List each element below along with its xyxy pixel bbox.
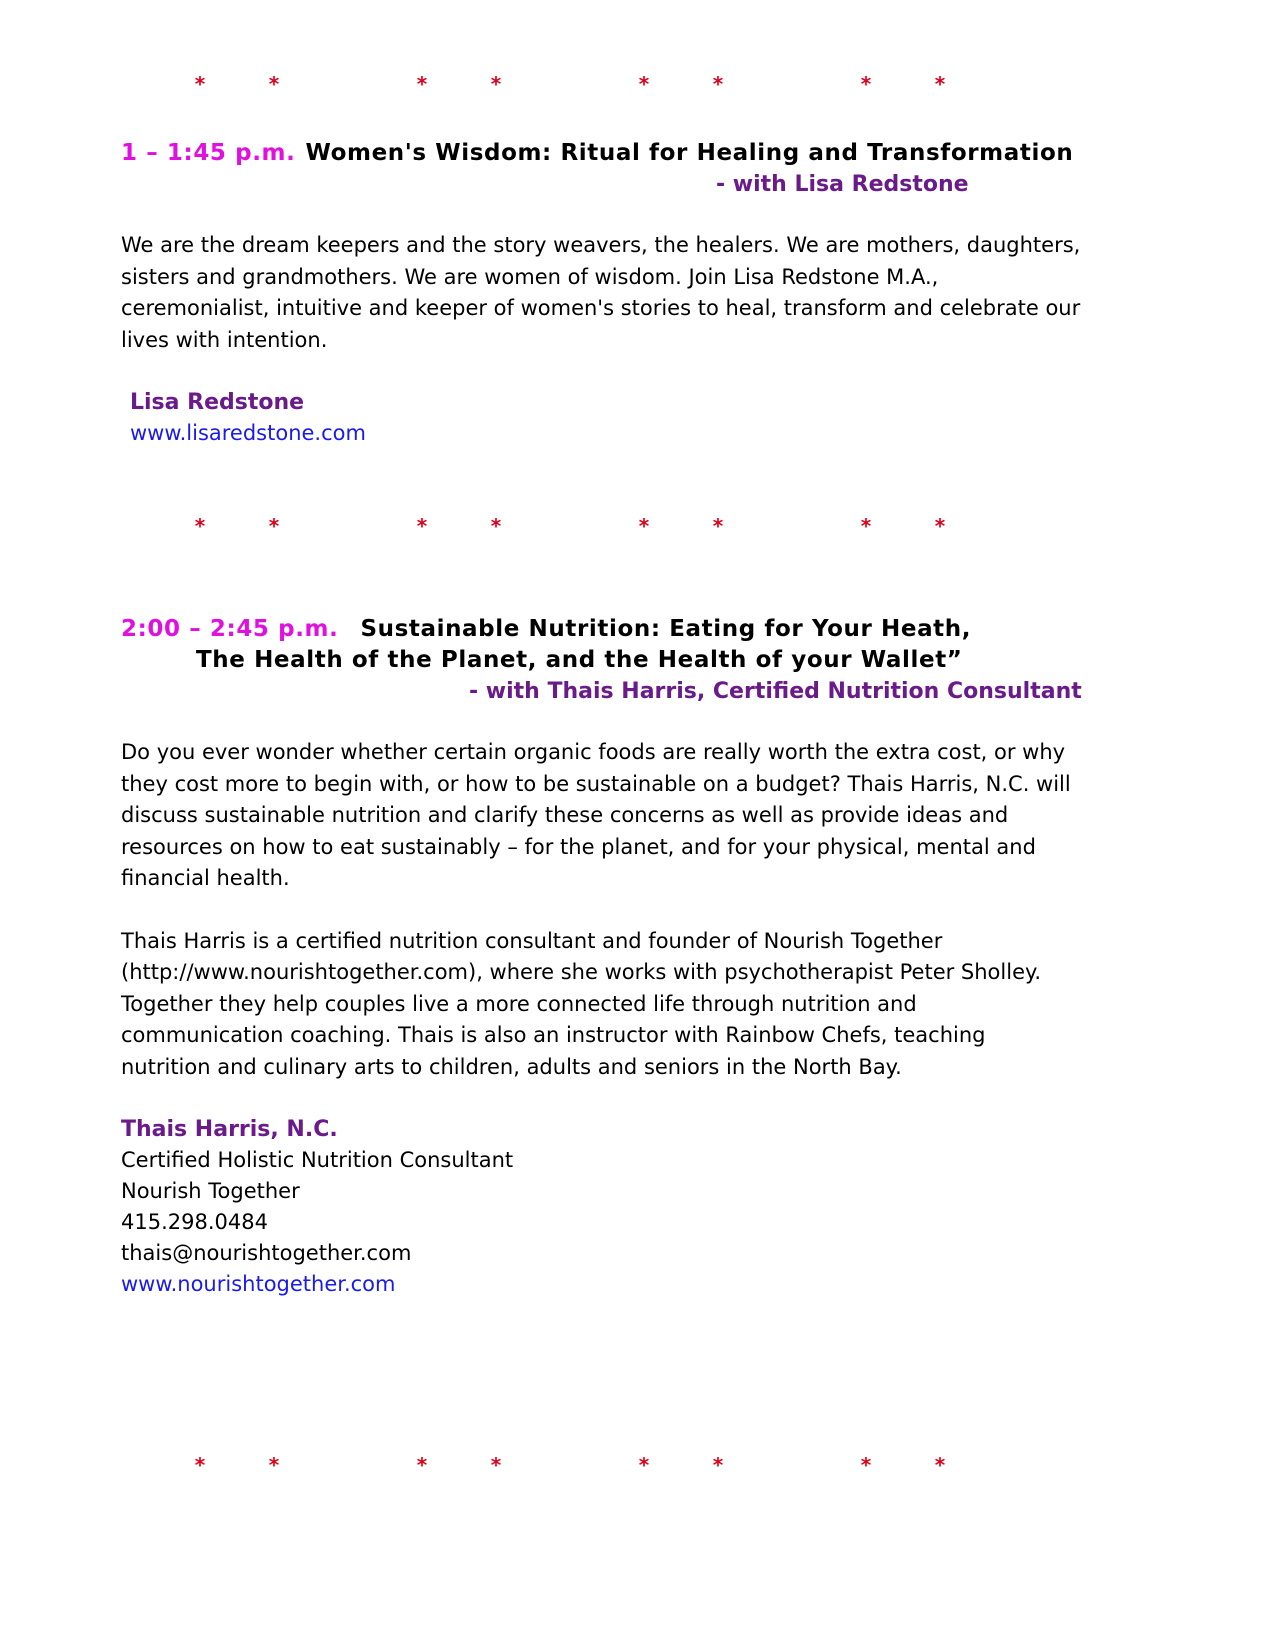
session-2-contact-org: Nourish Together <box>121 1179 300 1203</box>
divider-star: * <box>268 72 280 96</box>
divider-star: * <box>934 72 946 96</box>
divider-star: * <box>490 72 502 96</box>
divider-star: * <box>712 1453 724 1477</box>
session-2-title-line-1: Sustainable Nutrition: Eating for Your Heath, <box>360 616 972 642</box>
session-1-contact-name: Lisa Redstone <box>130 390 305 415</box>
session-1 <box>121 138 1081 449</box>
divider-star: * <box>860 72 872 96</box>
session-2-description-2: Thais Harris is a certified nutrition consultant and founder of Nourish Together (http://www.nourishtogether.com), where she works with psychotherapist Peter Sholley. Together they help couples live a more connected life through nutrition and communication coaching. Thais is also an instructor with Rainbow Chefs, teaching nutrition and culinary arts to children, adults and seniors in the North Bay. <box>121 928 1042 1079</box>
star-divider-middle <box>0 514 1275 538</box>
session-2-time: 2:00 – 2:45 p.m. <box>121 616 339 642</box>
session-2-description-1: Do you ever wonder whether certain organic foods are really worth the extra cost, or why they cost more to begin with, or how to be sustainable on a budget? Thais Harris, N.C. will discuss sustainable nutrition and clarify these concerns as well as provide ideas and resources on how to eat sustainably – for the planet, and for your physical, mental and financial health. <box>121 740 1071 890</box>
session-2-website-link[interactable]: www.nourishtogether.com <box>121 1272 396 1296</box>
session-2 <box>121 614 1081 1300</box>
divider-star: * <box>194 72 206 96</box>
session-2-contact-title: Certified Holistic Nutrition Consultant <box>121 1148 514 1172</box>
divider-star: * <box>638 72 650 96</box>
session-2-presenter: - with Thais Harris, Certified Nutrition Consultant <box>469 679 1082 704</box>
divider-star: * <box>194 514 206 538</box>
divider-star: * <box>268 514 280 538</box>
divider-star: * <box>416 1453 428 1477</box>
divider-star: * <box>712 514 724 538</box>
divider-star: * <box>490 1453 502 1477</box>
divider-star: * <box>934 1453 946 1477</box>
divider-star: * <box>268 1453 280 1477</box>
divider-star: * <box>638 514 650 538</box>
session-2-contact-name: Thais Harris, N.C. <box>121 1117 338 1142</box>
session-1-heading <box>121 138 1081 169</box>
session-2-title-line-2-text: The Health of the Planet, and the Health of your Wallet” <box>196 647 963 673</box>
divider-star: * <box>934 514 946 538</box>
divider-star: * <box>194 1453 206 1477</box>
divider-star: * <box>416 514 428 538</box>
divider-star: * <box>638 1453 650 1477</box>
session-2-phone: 415.298.0484 <box>121 1210 268 1234</box>
session-1-title: Women's Wisdom: Ritual for Healing and Transformation <box>305 140 1074 166</box>
star-divider-bottom <box>0 1453 1275 1477</box>
divider-star: * <box>712 72 724 96</box>
divider-star: * <box>860 514 872 538</box>
session-1-description: We are the dream keepers and the story weavers, the healers. We are mothers, daughters, sisters and grandmothers. We are women of wisdom. Join Lisa Redstone M.A., ceremonialist, intuitive and keeper of women's stories to heal, transform and celebrate our lives with intention. <box>121 233 1081 352</box>
star-divider-top <box>0 72 1275 96</box>
session-2-heading <box>121 614 1081 645</box>
session-2-title-line-2 <box>121 645 1081 676</box>
divider-star: * <box>860 1453 872 1477</box>
divider-star: * <box>490 514 502 538</box>
session-2-email: thais@nourishtogether.com <box>121 1241 412 1265</box>
session-1-time: 1 – 1:45 p.m. <box>121 140 296 166</box>
session-1-website-link[interactable]: www.lisaredstone.com <box>130 421 366 445</box>
divider-star: * <box>416 72 428 96</box>
session-1-presenter: - with Lisa Redstone <box>716 172 969 197</box>
